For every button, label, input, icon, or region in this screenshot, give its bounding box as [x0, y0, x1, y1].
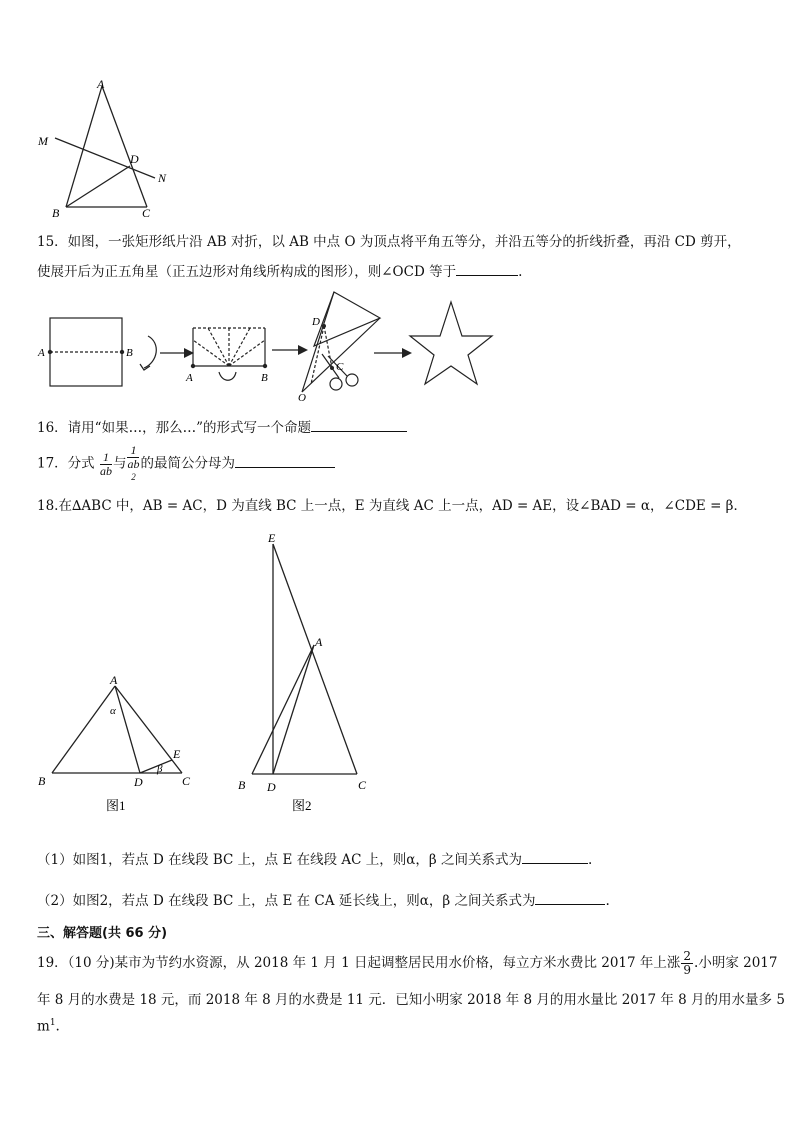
q18-sub1 — [37, 848, 592, 868]
q15-line2-text: 使展开后为正五角星（正五边形对角线所构成的图形），则∠OCD 等于 — [37, 264, 457, 280]
q19-line1-b: .小明家 2017 — [694, 955, 778, 971]
fig2-label-a: A — [315, 635, 323, 649]
q19-fraction — [681, 950, 693, 977]
q19-line3-end: . — [55, 1018, 60, 1035]
fig2-label-b: B — [238, 778, 246, 792]
label-b: B — [52, 206, 60, 220]
q17-prefix: 17．分式 — [37, 455, 95, 472]
q19-unit-sup: 1 — [49, 1018, 56, 1028]
label-d: D — [130, 152, 139, 166]
q19-unit: m — [37, 1018, 50, 1035]
q17-f1-numerator: 1 — [100, 451, 112, 465]
q17-f2-exponent: 2 — [131, 472, 136, 482]
fold-label-c: C — [336, 361, 344, 373]
fig1-label-b: B — [38, 774, 46, 788]
q17-mid: 与 — [112, 455, 127, 472]
q18-sub1-blank[interactable] — [522, 851, 588, 864]
fig1-label-d: D — [134, 775, 143, 789]
q15-line1: 15．如图，一张矩形纸片沿 AB 对折，以 AB 中点 O 为顶点将平角五等分，并沿五等分的折线折叠，再沿 CD 剪开， — [37, 234, 741, 250]
q15-answer-blank[interactable] — [456, 263, 518, 276]
q18-sub2 — [37, 889, 610, 909]
fold-label-b2: B — [261, 372, 268, 384]
fig2-label-d: D — [267, 780, 276, 794]
fig2-label-e: E — [268, 531, 276, 545]
paper-folding-figure — [36, 288, 506, 403]
q17-line — [37, 444, 335, 484]
q16-answer-blank[interactable] — [311, 419, 407, 432]
q16-line — [37, 416, 407, 436]
q17-f1-denominator: ab — [99, 463, 112, 478]
fold-label-b1: B — [126, 347, 133, 359]
q19-line1-a: 19．（10 分)某市为节约水资源，从 2018 年 1 月 1 日起调整居民用水价格，每立方米水费比 2017 年上涨 — [37, 955, 681, 971]
fold-label-a1: A — [38, 347, 45, 359]
q19-line2: 年 8 月的水费是 18 元，而 2018 年 8 月的水费是 11 元．已知小明家 2018 年 8 月的用水量比 2017 年 8 月的用水量多 5 — [37, 992, 785, 1008]
q17-f2-numerator: 1 — [127, 444, 139, 458]
q19-line3 — [37, 1018, 60, 1035]
q18-sub2-end: . — [605, 893, 610, 909]
q19-frac-num: 2 — [683, 949, 692, 963]
q19-line1 — [37, 950, 777, 977]
fig1-caption: 图1 — [106, 798, 126, 813]
label-n: N — [158, 171, 167, 185]
fold-label-o: O — [298, 392, 306, 403]
q18-sub1-text: （1）如图1，若点 D 在线段 BC 上，点 E 在线段 AC 上，则α，β 之间关系式为 — [37, 852, 522, 868]
q18-intro: 18.在∆ABC 中，AB = AC，D 为直线 BC 上一点，E 为直线 AC 上一点，AD = AE，设∠BAD = α，∠CDE = β． — [37, 498, 747, 514]
q15-line2-end: . — [518, 264, 523, 280]
q18-sub2-blank[interactable] — [535, 892, 605, 905]
q17-f2-denominator: ab — [127, 457, 140, 471]
q17-fraction2 — [127, 444, 139, 484]
fig1-label-e: E — [173, 747, 181, 761]
figure-1 — [36, 668, 196, 818]
fig2-label-c: C — [358, 778, 367, 792]
label-c: C — [142, 206, 151, 220]
q18-sub2-text: （2）如图2，若点 D 在线段 BC 上，点 E 在 CA 延长线上，则α，β 之间关系式为 — [37, 893, 536, 909]
fold-label-d: D — [312, 316, 320, 328]
label-m: M — [38, 134, 48, 148]
q18-sub1-end: . — [587, 852, 593, 868]
q15-line2 — [37, 260, 522, 280]
label-a: A — [97, 77, 105, 91]
q17-suffix: 的最简公分母为 — [140, 455, 235, 472]
q17-answer-blank[interactable] — [235, 455, 335, 468]
fig1-label-a: A — [110, 673, 118, 687]
fig2-caption: 图2 — [292, 798, 312, 813]
fig1-label-beta: β — [157, 763, 163, 775]
fold-label-a2: A — [186, 372, 193, 384]
fig1-label-c: C — [182, 774, 191, 788]
q17-fraction1 — [100, 451, 112, 478]
q19-frac-den: 9 — [683, 963, 692, 977]
figure-2 — [232, 528, 382, 818]
fig1-label-alpha: α — [110, 705, 116, 717]
triangle-abc-figure — [30, 74, 180, 224]
q16-text: 16．请用“如果…，那么…”的形式写一个命题 — [37, 420, 311, 436]
section3-title: 三、解答题(共 66 分) — [37, 926, 168, 941]
